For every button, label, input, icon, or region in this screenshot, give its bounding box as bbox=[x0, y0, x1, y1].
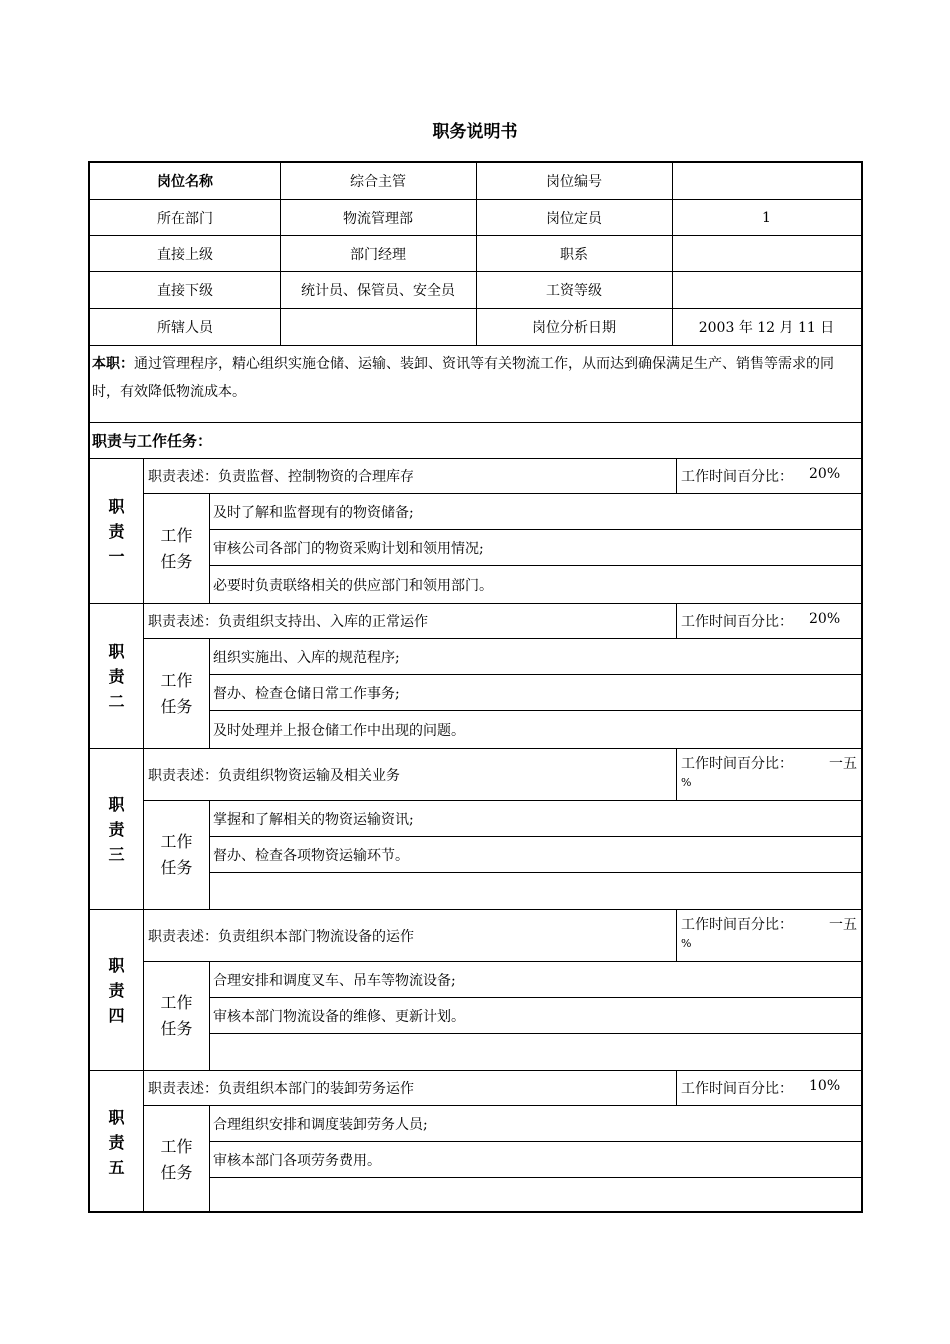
duty-description: 职责表述：负责组织本部门的装卸劳务运作 bbox=[148, 1081, 414, 1097]
time-percentage-label: 工作时间百分比： bbox=[681, 1081, 793, 1097]
info-row bbox=[90, 163, 861, 200]
time-percentage bbox=[676, 910, 861, 961]
info-row bbox=[90, 272, 861, 309]
duty-block bbox=[90, 1071, 861, 1213]
task-label: 工作任务 bbox=[144, 962, 210, 1070]
task-item: 掌握和了解相关的物资运输资讯; bbox=[210, 801, 861, 837]
time-percentage-value: 一五 bbox=[829, 756, 857, 772]
duty-name: 职责四 bbox=[90, 910, 144, 1070]
info-row bbox=[90, 309, 861, 346]
info-value bbox=[672, 236, 861, 271]
info-value bbox=[672, 163, 861, 199]
info-value: 物流管理部 bbox=[343, 210, 413, 227]
time-percentage bbox=[676, 749, 861, 800]
duties-header: 职责与工作任务： bbox=[90, 423, 861, 459]
duty-name: 职责五 bbox=[90, 1071, 144, 1213]
task-item: 合理组织安排和调度装卸劳务人员; bbox=[210, 1106, 861, 1142]
info-value bbox=[672, 272, 861, 308]
time-percentage-value: 20% bbox=[809, 611, 841, 627]
time-percentage-label: 工作时间百分比： bbox=[681, 469, 793, 485]
duty-description: 职责表述：负责组织本部门物流设备的运作 bbox=[148, 928, 414, 945]
duty-description: 职责表述：负责组织支持出、入库的正常运作 bbox=[148, 614, 428, 630]
page-title: 职务说明书 bbox=[432, 122, 518, 142]
info-value: 部门经理 bbox=[350, 246, 406, 263]
time-percentage-label: 工作时间百分比： bbox=[681, 917, 793, 933]
analysis-date: 2003 年 12 月 11 日 bbox=[698, 320, 835, 336]
task-item bbox=[210, 873, 861, 910]
info-label: 所在部门 bbox=[157, 210, 213, 227]
info-label: 工资等级 bbox=[546, 283, 602, 299]
task-item: 督办、检查各项物资运输环节。 bbox=[210, 837, 861, 873]
time-percentage-value: 一五 bbox=[829, 917, 857, 933]
time-percentage bbox=[676, 604, 861, 638]
job-description-table bbox=[88, 161, 863, 1213]
task-label: 工作任务 bbox=[144, 494, 210, 603]
duty-description: 职责表述：负责监督、控制物资的合理库存 bbox=[148, 469, 414, 485]
info-value: 1 bbox=[762, 209, 771, 226]
time-percentage bbox=[676, 459, 861, 493]
duty-description-row bbox=[144, 1071, 861, 1106]
info-value: 综合主管 bbox=[350, 174, 406, 190]
time-percentage-label: 工作时间百分比： bbox=[681, 756, 793, 772]
task-item bbox=[210, 1178, 861, 1213]
task-item: 督办、检查仓储日常工作事务; bbox=[210, 675, 861, 711]
time-percentage-unit: % bbox=[681, 937, 692, 950]
info-value bbox=[280, 309, 476, 345]
duty-description-row bbox=[144, 749, 861, 801]
info-label: 岗位名称 bbox=[157, 174, 213, 190]
duty-block bbox=[90, 910, 861, 1071]
info-label: 直接下级 bbox=[157, 283, 213, 299]
task-item: 审核公司各部门的物资采购计划和领用情况; bbox=[210, 530, 861, 566]
duty-block bbox=[90, 749, 861, 910]
info-label: 岗位编号 bbox=[546, 174, 602, 190]
info-row bbox=[90, 200, 861, 236]
duty-description-row bbox=[144, 604, 861, 639]
duty-name: 职责二 bbox=[90, 604, 144, 748]
summary-label: 本职： bbox=[92, 356, 134, 372]
summary-text: 通过管理程序，精心组织实施仓储、运输、装卸、资讯等有关物流工作，从而达到确保满足生产、销售等需求的同时，有效降低物流成本。 bbox=[92, 356, 834, 400]
info-label: 岗位分析日期 bbox=[532, 320, 616, 336]
task-item bbox=[210, 1034, 861, 1071]
duty-block bbox=[90, 604, 861, 749]
time-percentage-value: 10% bbox=[809, 1078, 841, 1094]
info-label: 直接上级 bbox=[157, 246, 213, 263]
info-value: 统计员、保管员、安全员 bbox=[301, 283, 455, 299]
task-label: 工作任务 bbox=[144, 801, 210, 909]
task-item: 审核本部门各项劳务费用。 bbox=[210, 1142, 861, 1178]
time-percentage-label: 工作时间百分比： bbox=[681, 614, 793, 630]
info-label: 所辖人员 bbox=[157, 320, 213, 336]
time-percentage-unit: % bbox=[681, 776, 692, 789]
time-percentage bbox=[676, 1071, 861, 1105]
task-item: 审核本部门物流设备的维修、更新计划。 bbox=[210, 998, 861, 1034]
duty-name: 职责三 bbox=[90, 749, 144, 909]
task-label: 工作任务 bbox=[144, 1106, 210, 1213]
info-label: 职系 bbox=[560, 246, 588, 263]
info-label: 岗位定员 bbox=[546, 210, 602, 227]
job-summary bbox=[90, 346, 861, 423]
task-item: 组织实施出、入库的规范程序; bbox=[210, 639, 861, 675]
duty-name: 职责一 bbox=[90, 459, 144, 603]
info-row bbox=[90, 236, 861, 272]
task-label: 工作任务 bbox=[144, 639, 210, 748]
task-item: 必要时负责联络相关的供应部门和领用部门。 bbox=[213, 578, 493, 594]
task-item: 合理安排和调度叉车、吊车等物流设备; bbox=[210, 962, 861, 998]
duty-block bbox=[90, 459, 861, 604]
duty-description-row bbox=[144, 459, 861, 494]
duty-description-row bbox=[144, 910, 861, 962]
time-percentage-value: 20% bbox=[809, 466, 841, 482]
task-item: 及时了解和监督现有的物资储备; bbox=[210, 494, 861, 530]
duty-description: 职责表述：负责组织物资运输及相关业务 bbox=[148, 767, 400, 784]
task-item: 及时处理并上报仓储工作中出现的问题。 bbox=[213, 723, 465, 739]
